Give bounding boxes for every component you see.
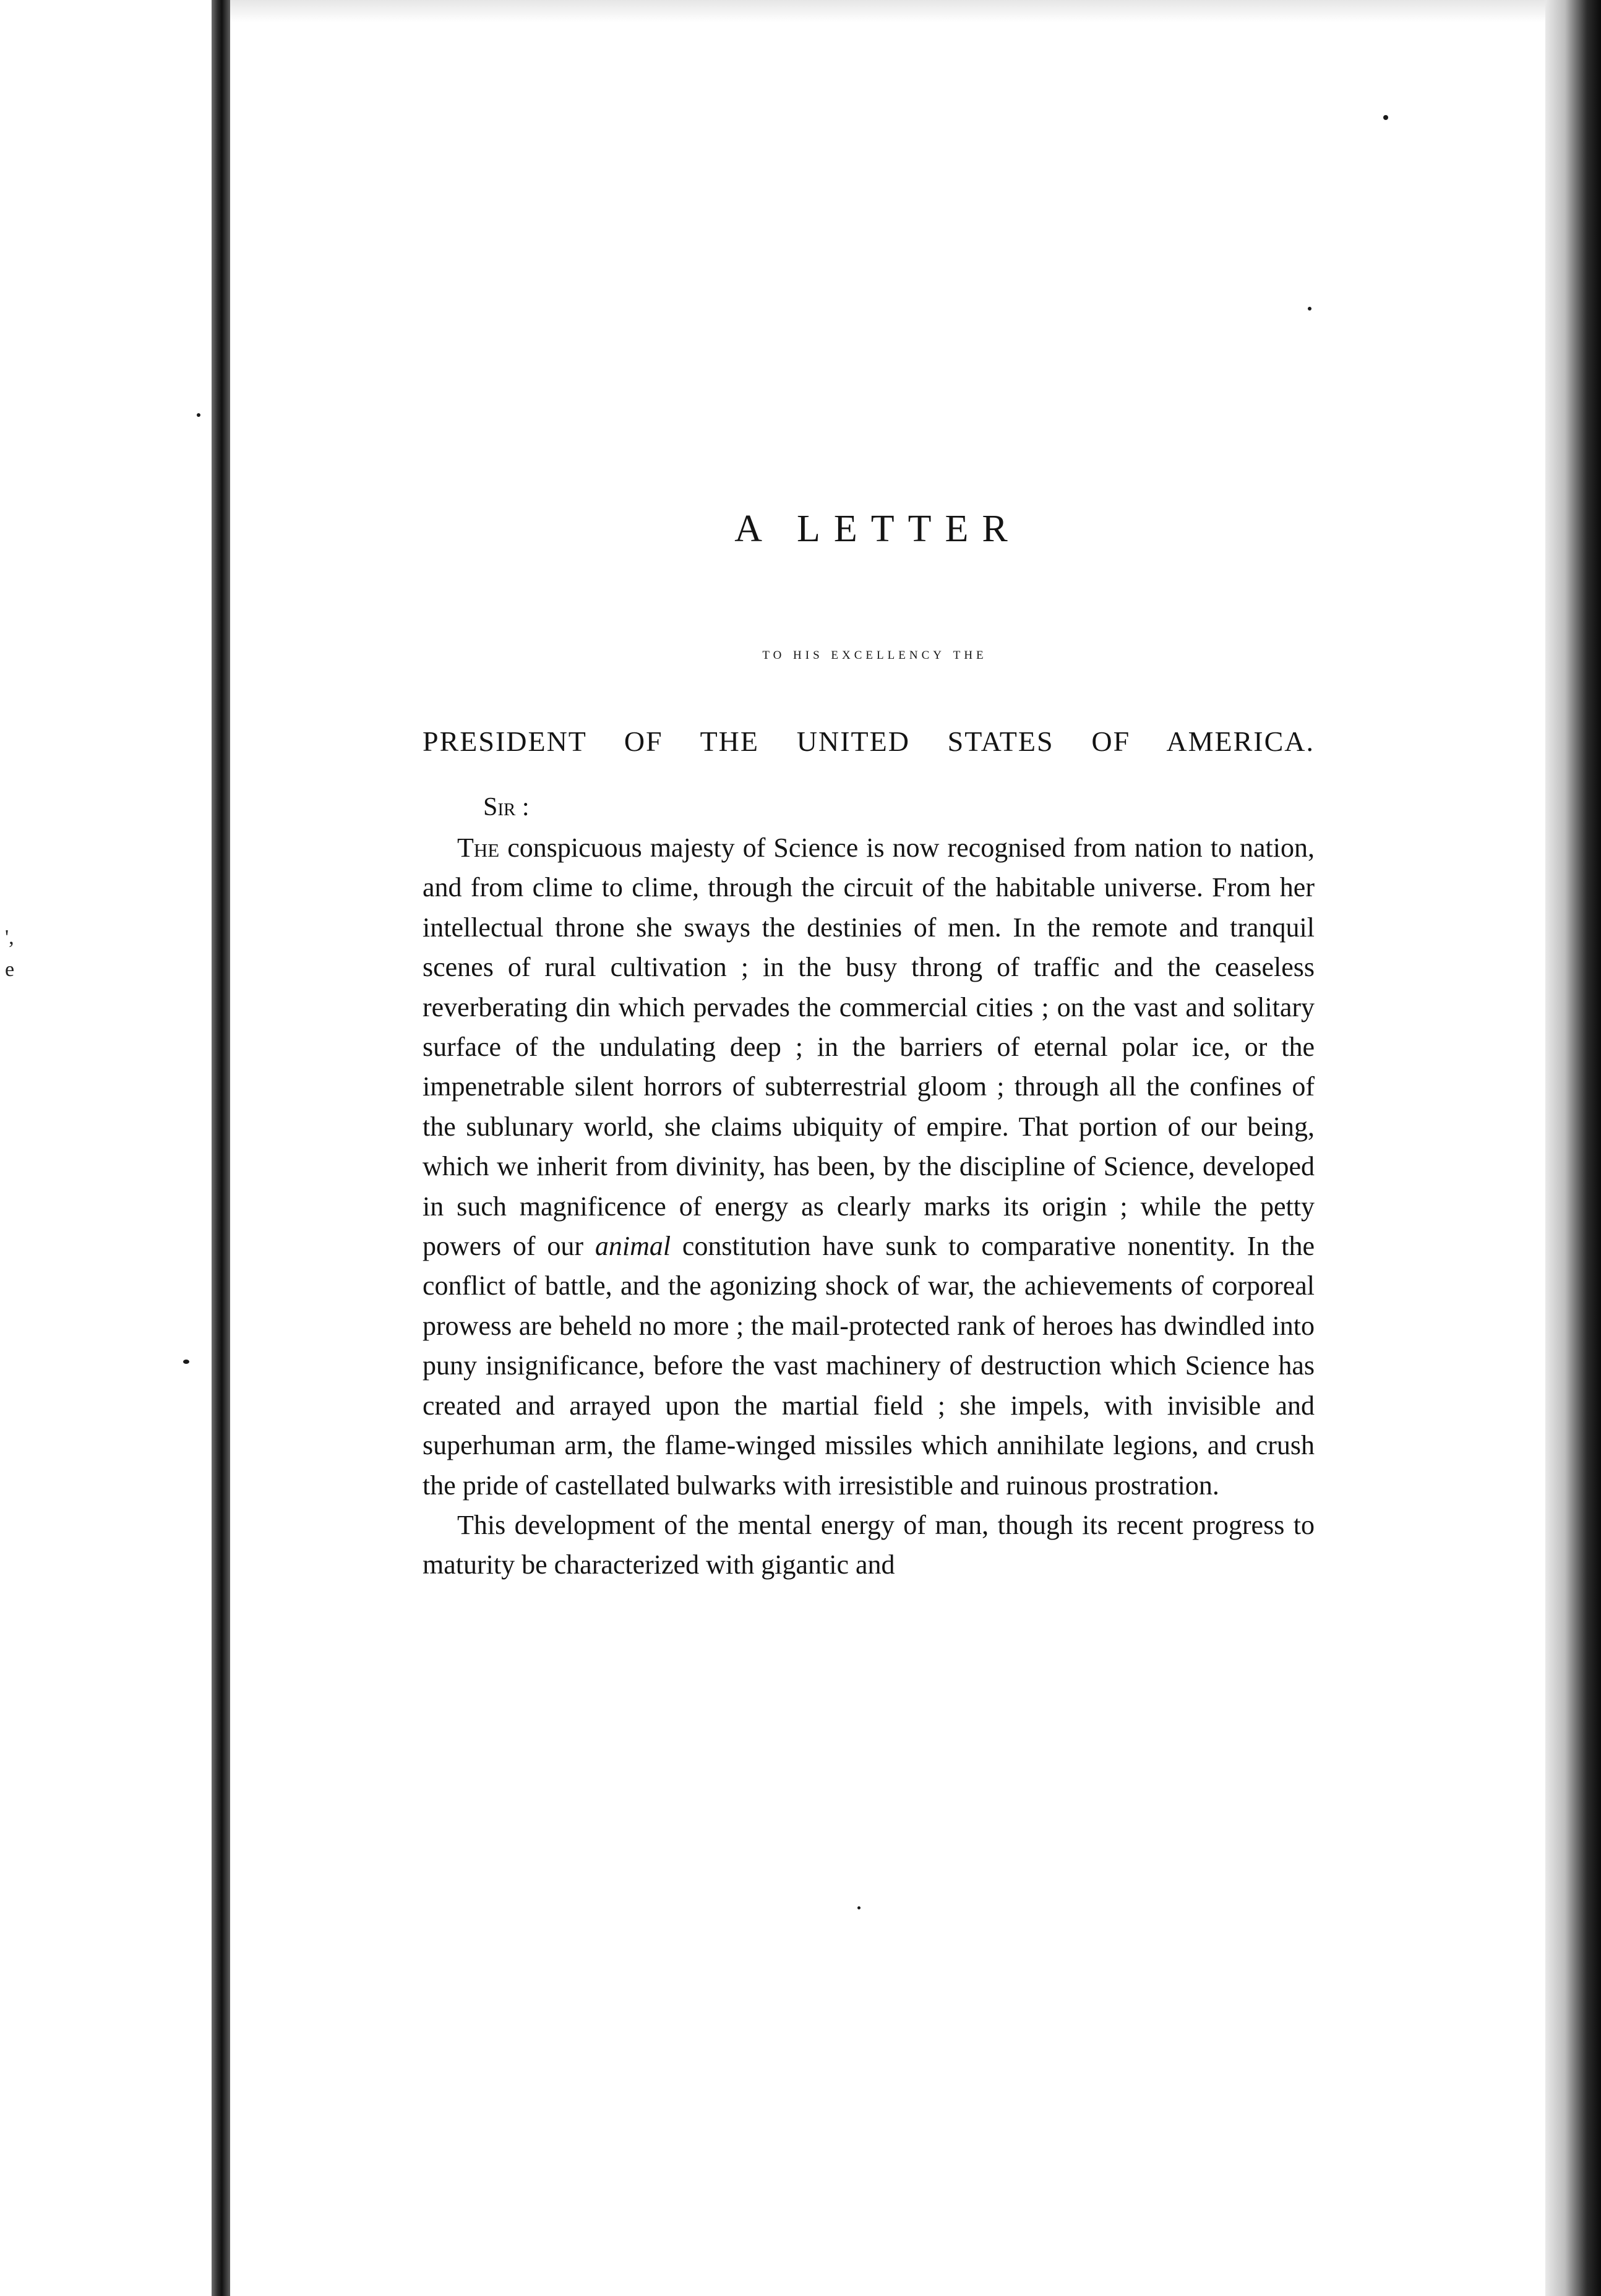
letter-subtitle: to his excellency the: [762, 644, 987, 662]
binding-shadow: [212, 0, 230, 2296]
letter-salutation: Sir :: [483, 793, 530, 821]
margin-mark-2: e: [5, 958, 15, 981]
scan-speck: [1308, 307, 1311, 311]
top-edge-shadow: [230, 0, 1545, 22]
scan-speck: [197, 413, 200, 417]
page-right-edge: [1545, 0, 1601, 2296]
body-paragraph-1: [423, 828, 1315, 1506]
scan-speck: [857, 1906, 861, 1909]
paragraph-text: conspicuous majesty of Science is now recognised from nation to nation, and from clime to clime, through the circuit of the habitable universe. From her intellectual throne she sways the destinies of men. In the remote and tranquil scenes of rural cultivation ; in the busy throng of traffic and the ceaseless reverberating din which pervades the commercial cities ; on the vast and solitary surface of the undulating deep ; in the barriers of eternal polar ice, or the impenetrable silent horrors of subterrestrial gloom ; through all the confines of the sublunary world, she claims ubiquity of empire. That portion of our being, which we inherit from divinity, has been, by the discipline of Science, developed in such magnificence of energy as clearly marks its origin ; while the petty powers of our: [423, 833, 1315, 1262]
paragraph-text: constitution have sunk to comparative nonentity. In the conflict of battle, and the agonizing shock of war, the achievements of corporeal prowess are beheld no more ; the mail-protected rank of heroes has dwindled into puny insignificance, before the vast machinery of destruction which Science has created and arrayed upon the martial field ; she impels, with invisible and superhuman arm, the flame-winged missiles which annihilate legions, and crush the pride of castellated bulwarks with irresistible and ruinous prostration.: [423, 1231, 1315, 1501]
page-left-margin: [0, 0, 223, 2296]
letter-recipient: PRESIDENT OF THE UNITED STATES OF AMERICA.: [423, 726, 1315, 757]
bleed-through-marks: [5, 922, 14, 986]
scan-speck: [1383, 115, 1388, 120]
emphasized-word: animal: [594, 1231, 671, 1262]
margin-mark-1: ',: [5, 926, 14, 949]
letter-page: [423, 507, 1315, 1585]
paragraph-lead-word: The: [457, 833, 500, 863]
scan-speck: [183, 1360, 189, 1364]
letter-title: A LETTER: [734, 508, 1021, 550]
body-paragraph-2: This development of the mental energy of man, though its recent progress to maturity be characterized with gigantic and: [423, 1509, 1315, 1580]
